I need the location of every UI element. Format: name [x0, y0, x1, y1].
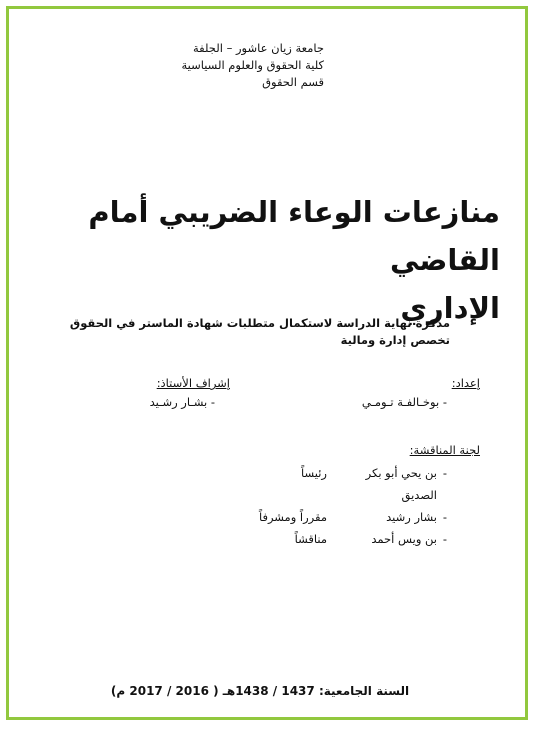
- university-name: جامعة زيان عاشور – الجلفة: [193, 41, 324, 55]
- jury-role: مقرراً ومشرفاً: [258, 510, 327, 524]
- title-line-1: منازعات الوعاء الضريبي أمام القاضي: [88, 195, 500, 277]
- subtitle-line-2: تخصص إدارة ومالية: [340, 333, 450, 347]
- jury-dash: -: [442, 466, 447, 480]
- thesis-subtitle: [60, 315, 450, 349]
- jury-name: بن يحي أبو بكر الصديق: [365, 466, 437, 502]
- jury-dash: -: [442, 510, 447, 524]
- academic-year: السنة الجامعية: 1437 / 1438هـ ( 2016 / 2017 م): [110, 684, 410, 698]
- jury-name: بشار رشيد: [386, 510, 437, 524]
- jury-row: [259, 506, 447, 528]
- jury-role: مناقشاً: [294, 532, 327, 546]
- university-header: [181, 40, 324, 91]
- page-border: [6, 6, 528, 720]
- jury-role: رئيساً: [301, 466, 327, 480]
- jury-label: لجنة المناقشة:: [409, 443, 480, 457]
- jury-name: بن ويس أحمد: [371, 532, 437, 546]
- supervisor-name: - بشـار رشـيد: [149, 395, 215, 409]
- subtitle-line-1: مذكرة نهاية الدراسة لاستكمال متطلبات شهادة الماستر في الحقوق: [69, 316, 450, 330]
- title-line-2: الإداري: [400, 291, 500, 325]
- thesis-title: [40, 188, 500, 332]
- faculty-name: كلية الحقوق والعلوم السياسية: [181, 58, 324, 72]
- jury-row: [259, 528, 447, 550]
- supervisor-label: إشراف الأستاذ:: [156, 376, 230, 390]
- department-name: قسم الحقوق: [262, 75, 324, 89]
- jury-dash: -: [442, 532, 447, 546]
- prepared-label: إعداد:: [451, 376, 480, 390]
- jury-row: [259, 462, 447, 506]
- prepared-by: - بوخـالفـة تـومـي: [361, 395, 447, 409]
- jury-list: [259, 462, 447, 550]
